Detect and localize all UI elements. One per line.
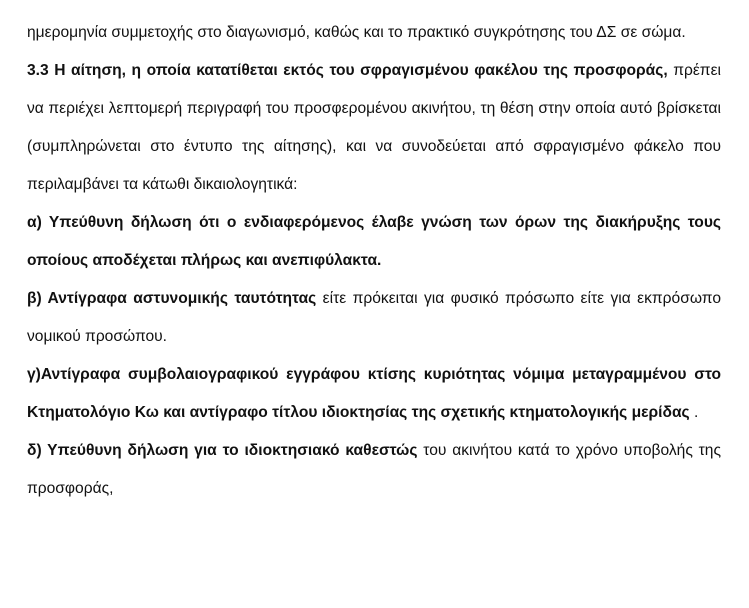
- item-b-bold: β) Αντίγραφα αστυνομικής ταυτότητας: [27, 290, 317, 307]
- item-c-text: .: [689, 404, 699, 421]
- item-c: [27, 356, 721, 432]
- item-b: [27, 280, 721, 356]
- document-body: [27, 14, 721, 508]
- item-d: [27, 432, 721, 508]
- paragraph-3-3: [27, 52, 721, 204]
- item-d-bold: δ) Υπεύθυνη δήλωση για το ιδιοκτησιακό καθεστώς: [27, 442, 418, 459]
- paragraph-3-3-heading: 3.3 Η αίτηση, η οποία κατατίθεται εκτός του σφραγισμένου φακέλου της προσφοράς,: [27, 62, 668, 79]
- paragraph-intro-text: ημερομηνία συμμετοχής στο διαγωνισμό, καθώς και το πρακτικό συγκρότησης του ΔΣ σε σώμα.: [27, 24, 686, 41]
- item-c-bold: γ)Αντίγραφα συμβολαιογραφικού εγγράφου κτίσης κυριότητας νόμιμα μεταγραμμένου στο Κτηματολόγιο Κω και αντίγραφο τίτλου ιδιοκτησίας της σχετικής κτηματολογικής μερίδας: [27, 366, 721, 421]
- item-a: [27, 204, 721, 280]
- paragraph-3-3-text: πρέπει να περιέχει λεπτομερή περιγραφή του προσφερομένου ακινήτου, τη θέση στην οποία αυτό βρίσκεται (συμπληρώνεται στο έντυπο της αίτησης), και να συνοδεύεται από σφραγισμένο φάκελο που περιλαμβάνει τα κάτωθι δικαιολογητικά:: [27, 62, 721, 193]
- item-a-bold: α) Υπεύθυνη δήλωση ότι ο ενδιαφερόμενος έλαβε γνώση των όρων της διακήρυξης τους οποίους αποδέχεται πλήρως και ανεπιφύλακτα.: [27, 214, 721, 269]
- paragraph-intro: [27, 14, 721, 52]
- item-b-text: είτε πρόκειται για φυσικό πρόσωπο είτε για εκπρόσωπο νομικού προσώπου.: [27, 290, 721, 345]
- item-d-text: του ακινήτου κατά το χρόνο υποβολής της προσφοράς,: [27, 442, 721, 497]
